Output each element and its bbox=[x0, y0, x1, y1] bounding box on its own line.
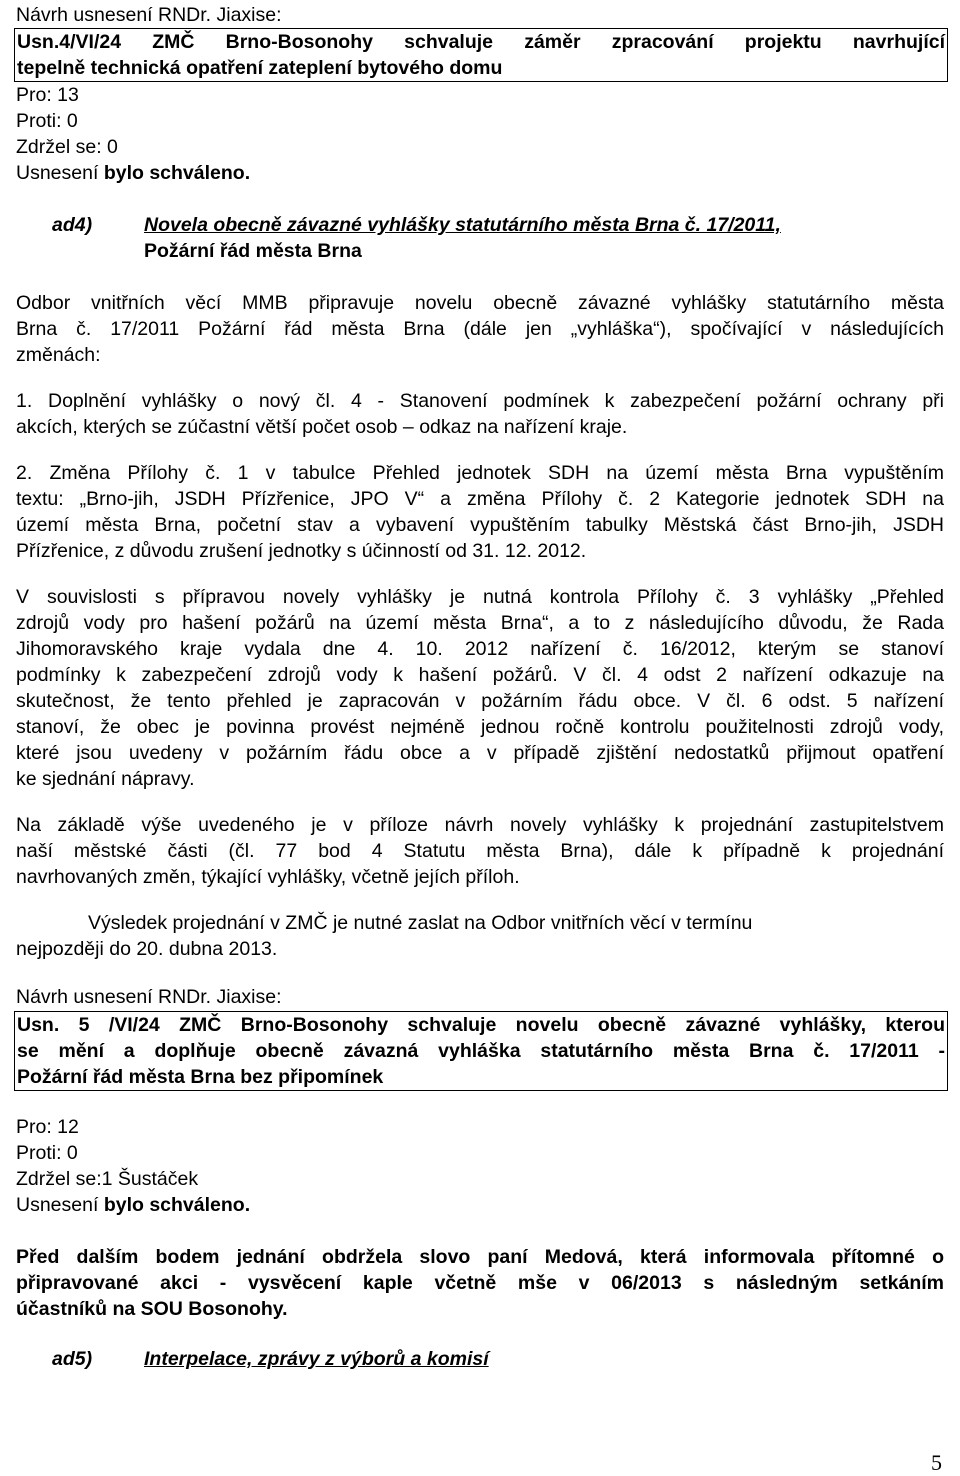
resolution-text-2 bbox=[17, 1012, 945, 1090]
resolution-box-2 bbox=[14, 1011, 948, 1091]
ad4-heading bbox=[52, 212, 944, 264]
basis-line: naší městské části (čl. 77 bod 4 Statutu města Brna), dále k případně k projednání bbox=[16, 840, 944, 862]
ad4-title-line: Požární řád města Brna bbox=[144, 240, 362, 262]
ad4-item-1 bbox=[16, 388, 944, 440]
resolution-line: Usn.4/VI/24 ZMČ Brno-Bosonohy schvaluje záměr zpracování projektu navrhující bbox=[17, 31, 945, 53]
intro-line: změnách: bbox=[16, 344, 101, 366]
intro-line: Brna č. 17/2011 Požární řád města Brna (dále jen „vyhláška“), spočívající v následujících bbox=[16, 318, 944, 340]
vote-against-2: Proti: 0 bbox=[16, 1142, 78, 1164]
item2-line: území města Brna, početní stav a vybavení vypuštěním tabulky Městská část Brno-jih, JSDH bbox=[16, 514, 944, 536]
result-bold: bylo schváleno. bbox=[103, 162, 251, 184]
basis-line: navrhovaných změn, týkající vyhlášky, včetně jejích příloh. bbox=[16, 866, 520, 888]
page-number: 5 bbox=[931, 1450, 942, 1475]
abstain-2: Zdržel se:1 Šustáček bbox=[16, 1168, 199, 1190]
resolution-line: Požární řád města Brna bez připomínek bbox=[17, 1066, 384, 1088]
ad4-title bbox=[144, 212, 944, 264]
context-line: zdrojů vody pro hašení požárů na území města Brna“, a to z následujícího důvodu, že Rada bbox=[16, 612, 944, 634]
agenda-item-ad4 bbox=[16, 212, 944, 264]
context-line: Jihomoravského kraje vydala dne 4. 10. 2012 nařízení č. 16/2012, kterým se stanoví bbox=[16, 638, 944, 660]
ad4-title-line: Novela obecně závazné vyhlášky statutárního města Brna č. 17/2011, bbox=[144, 214, 781, 236]
item2-line: textu: „Brno-jih, JSDH Přízřenice, JPO V“ a změna Přílohy č. 2 Kategorie jednotek SDH na bbox=[16, 488, 944, 510]
ad5-heading bbox=[52, 1346, 944, 1372]
ad4-context bbox=[16, 584, 944, 792]
resolution-line: Usn. 5 /VI/24 ZMČ Brno-Bosonohy schvaluje novelu obecně závazné vyhlášky, kterou bbox=[17, 1014, 945, 1036]
resolution-line: tepelně technická opatření zateplení bytového domu bbox=[17, 57, 503, 79]
result-bold: bylo schváleno. bbox=[103, 1194, 251, 1216]
result-2 bbox=[16, 1192, 250, 1218]
medova-line: připravované akci - vysvěcení kaple včetně mše v 06/2013 s následným setkáním bbox=[16, 1272, 944, 1294]
item1-line: 1. Doplnění vyhlášky o nový čl. 4 - Stanovení podmínek k zabezpečení požární ochrany při bbox=[16, 390, 944, 412]
ad4-intro bbox=[16, 290, 944, 368]
medova-line: účastníků na SOU Bosonohy. bbox=[16, 1298, 288, 1320]
vote-for-1: Pro: 13 bbox=[16, 84, 79, 106]
proposal-label-2: Návrh usnesení RNDr. Jiaxise: bbox=[16, 986, 282, 1008]
abstain-1: Zdržel se: 0 bbox=[16, 136, 118, 158]
deadline-line: nejpozději do 20. dubna 2013. bbox=[16, 938, 278, 960]
proposal-label-1: Návrh usnesení RNDr. Jiaxise: bbox=[16, 4, 282, 26]
medova-note bbox=[16, 1244, 944, 1322]
result-prefix: Usnesení bbox=[16, 162, 104, 184]
resolution-line: se mění a doplňuje obecně závazná vyhláška statutárního města Brna č. 17/2011 - bbox=[17, 1040, 945, 1062]
basis-line: Na základě výše uvedeného je v příloze návrh novely vyhlášky k projednání zastupitelstvem bbox=[16, 814, 944, 836]
ad5-number: ad5) bbox=[52, 1348, 93, 1370]
resolution-box-1 bbox=[14, 28, 948, 82]
context-line: stanoví, že obec je povinna provést nejméně jednou ročně kontrolu použitelnosti zdrojů vody, bbox=[16, 716, 944, 738]
ad4-item-2 bbox=[16, 460, 944, 564]
item1-line: akcích, kterých se zúčastní větší počet osob – odkaz na nařízení kraje. bbox=[16, 416, 628, 438]
ad4-number: ad4) bbox=[52, 214, 93, 236]
resolution-text-1 bbox=[17, 29, 945, 81]
context-line: ke sjednání nápravy. bbox=[16, 768, 195, 790]
item2-line: 2. Změna Přílohy č. 1 v tabulce Přehled jednotek SDH na území města Brna vypuštěním bbox=[16, 462, 944, 484]
result-1 bbox=[16, 160, 250, 186]
context-line: skutečnost, že tento přehled je zapracován v požárním řádu obce. V čl. 6 odst. 5 nařízení bbox=[16, 690, 944, 712]
context-line: které jsou uvedeny v požárním řádu obce a v případě zjištění nedostatků přijmout opatření bbox=[16, 742, 944, 764]
context-line: V souvislosti s přípravou novely vyhlášky je nutná kontrola Přílohy č. 3 vyhlášky „Přehled bbox=[16, 586, 944, 608]
ad4-deadline bbox=[16, 910, 944, 962]
vote-for-2: Pro: 12 bbox=[16, 1116, 79, 1138]
item2-line: Přízřenice, z důvodu zrušení jednotky s účinností od 31. 12. 2012. bbox=[16, 540, 587, 562]
result-prefix: Usnesení bbox=[16, 1194, 104, 1216]
ad4-basis bbox=[16, 812, 944, 890]
deadline-line: Výsledek projednání v ZMČ je nutné zaslat na Odbor vnitřních věcí v termínu bbox=[88, 912, 753, 934]
context-line: podmínky k zabezpečení zdrojů vody k hašení požárů. V čl. 4 odst 2 nařízení odkazuje na bbox=[16, 664, 944, 686]
vote-against-1: Proti: 0 bbox=[16, 110, 78, 132]
intro-line: Odbor vnitřních věcí MMB připravuje novelu obecně závazné vyhlášky statutárního města bbox=[16, 292, 944, 314]
ad5-title: Interpelace, zprávy z výborů a komisí bbox=[144, 1348, 489, 1370]
agenda-item-ad5 bbox=[16, 1346, 944, 1372]
medova-line: Před dalším bodem jednání obdržela slovo paní Medová, která informovala přítomné o bbox=[16, 1246, 944, 1268]
